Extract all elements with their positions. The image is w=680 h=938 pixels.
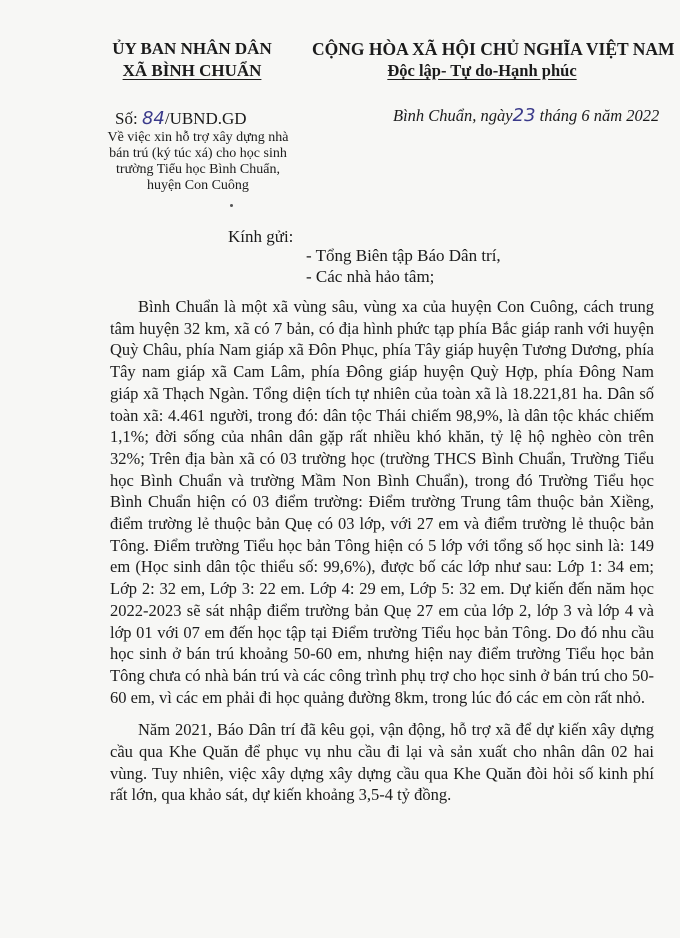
- recipient-item: - Tổng Biên tập Báo Dân trí,: [306, 246, 501, 265]
- recipient-item: - Các nhà hảo tâm;: [306, 267, 435, 286]
- body-paragraph: Năm 2021, Báo Dân trí đã kêu gọi, vận động, hỗ trợ xã để dự kiến xây dựng cầu qua Khe Quăn để phục vụ nhu cầu đi lại và sản xuất cho nhân dân 02 hai vùng. Tuy nhiên, việc xây dựng xây dựng cầu qua Khe Quăn đòi hỏi số kinh phí rất lớn, qua khảo sát, dự kiến khoảng 3,5-4 tỷ đồng.: [110, 720, 654, 805]
- subject-line: trường Tiểu học Bình Chuẩn,: [116, 162, 280, 177]
- document-subject: [98, 130, 298, 194]
- place-and-date: [393, 105, 659, 126]
- authority-line-2: XÃ BÌNH CHUẨN: [122, 61, 262, 80]
- subject-line: huyện Con Cuông: [147, 178, 249, 193]
- handwritten-day: 23: [512, 105, 536, 126]
- document-number-prefix: Số:: [115, 109, 142, 128]
- body-paragraph: Bình Chuẩn là một xã vùng sâu, vùng xa của huyện Con Cuông, cách trung tâm huyện 32 km, xã có 7 bản, có địa hình phức tạp phía Bắc giáp ranh với huyện Quỳ Châu, phía Nam giáp xã Đôn Phục, phía Tây giáp huyện Tương Dương, phía Tây nam giáp xã Cam Lâm, phía Đông giáp huyện Quỳ Hợp, phía Đông Nam giáp xã Thạch Ngàn. Tổng diện tích tự nhiên của toàn xã là 18.221,81 ha. Dân số toàn xã: 4.461 người, trong đó: dân tộc Thái chiếm 98,9%, là dân tộc khác chiếm 1,1%; đời sống của nhân dân gặp rất nhiều khó khăn, tỷ lệ hộ nghèo còn trên 32%; Trên địa bàn xã có 03 trường học (trường THCS Bình Chuẩn, Trường Tiểu học Bình Chuẩn và trường Mầm Non Bình Chuẩn), trong đó Trường Tiểu học Bình Chuẩn hiện có 03 điểm trường: Điểm trường Trung tâm thuộc bản Xiềng, điểm trường lẻ thuộc bản Quẹ có 03 lớp, với 27 em và điểm trường lẻ thuộc bản Tông. Điểm trường Tiểu học bản Tông hiện có 5 lớp với tổng số học sinh là: 149 em (Học sinh dân tộc thiểu số: 99,6%), được bố các lớp như sau: Lớp 1: 34 em; Lớp 2: 32 em, Lớp 3: 22 em. Lớp 4: 29 em, Lớp 5: 32 em. Dự kiến đến năm học 2022-2023 sẽ sát nhập điểm trường bản Quẹ 27 em của lớp 2, lớp 3 và lớp 4 và lớp 01 với 07 em đến học tập tại Điểm trường Tiểu học bản Tông. Do đó nhu cầu học sinh ở bán trú khoảng 50-60 em, nhưng hiện nay điểm trường Tiểu học bản Tông chưa có nhà bán trú và các công trình phụ trợ cho học sinh ở bán trú cho 50-60 em, vì các em phải đi học quảng đường 8km, trong lúc đó các em còn rất nhỏ.: [110, 297, 654, 707]
- issuing-authority-header: [92, 38, 292, 82]
- subject-line: bán trú (ký túc xá) cho học sinh: [109, 146, 287, 161]
- motto: Độc lập- Tự do-Hạnh phúc: [387, 61, 577, 80]
- date-prefix: Bình Chuẩn, ngày: [393, 106, 513, 125]
- date-suffix: tháng 6 năm 2022: [535, 106, 660, 125]
- ink-dot: [230, 204, 233, 207]
- country-name: CỘNG HÒA XÃ HỘI CHỦ NGHĨA VIỆT NAM: [312, 39, 675, 59]
- handwritten-number: 84: [141, 108, 165, 129]
- document-number-suffix: /UBND.GD: [164, 109, 247, 128]
- recipient-list: [306, 245, 501, 287]
- salutation: Kính gửi:: [228, 227, 294, 246]
- authority-line-1: ỦY BAN NHÂN DÂN: [112, 39, 272, 58]
- subject-line: Về việc xin hỗ trợ xây dựng nhà: [107, 130, 289, 145]
- document-number: [115, 108, 247, 129]
- national-motto-header: [312, 38, 675, 82]
- letter-body: [110, 296, 654, 817]
